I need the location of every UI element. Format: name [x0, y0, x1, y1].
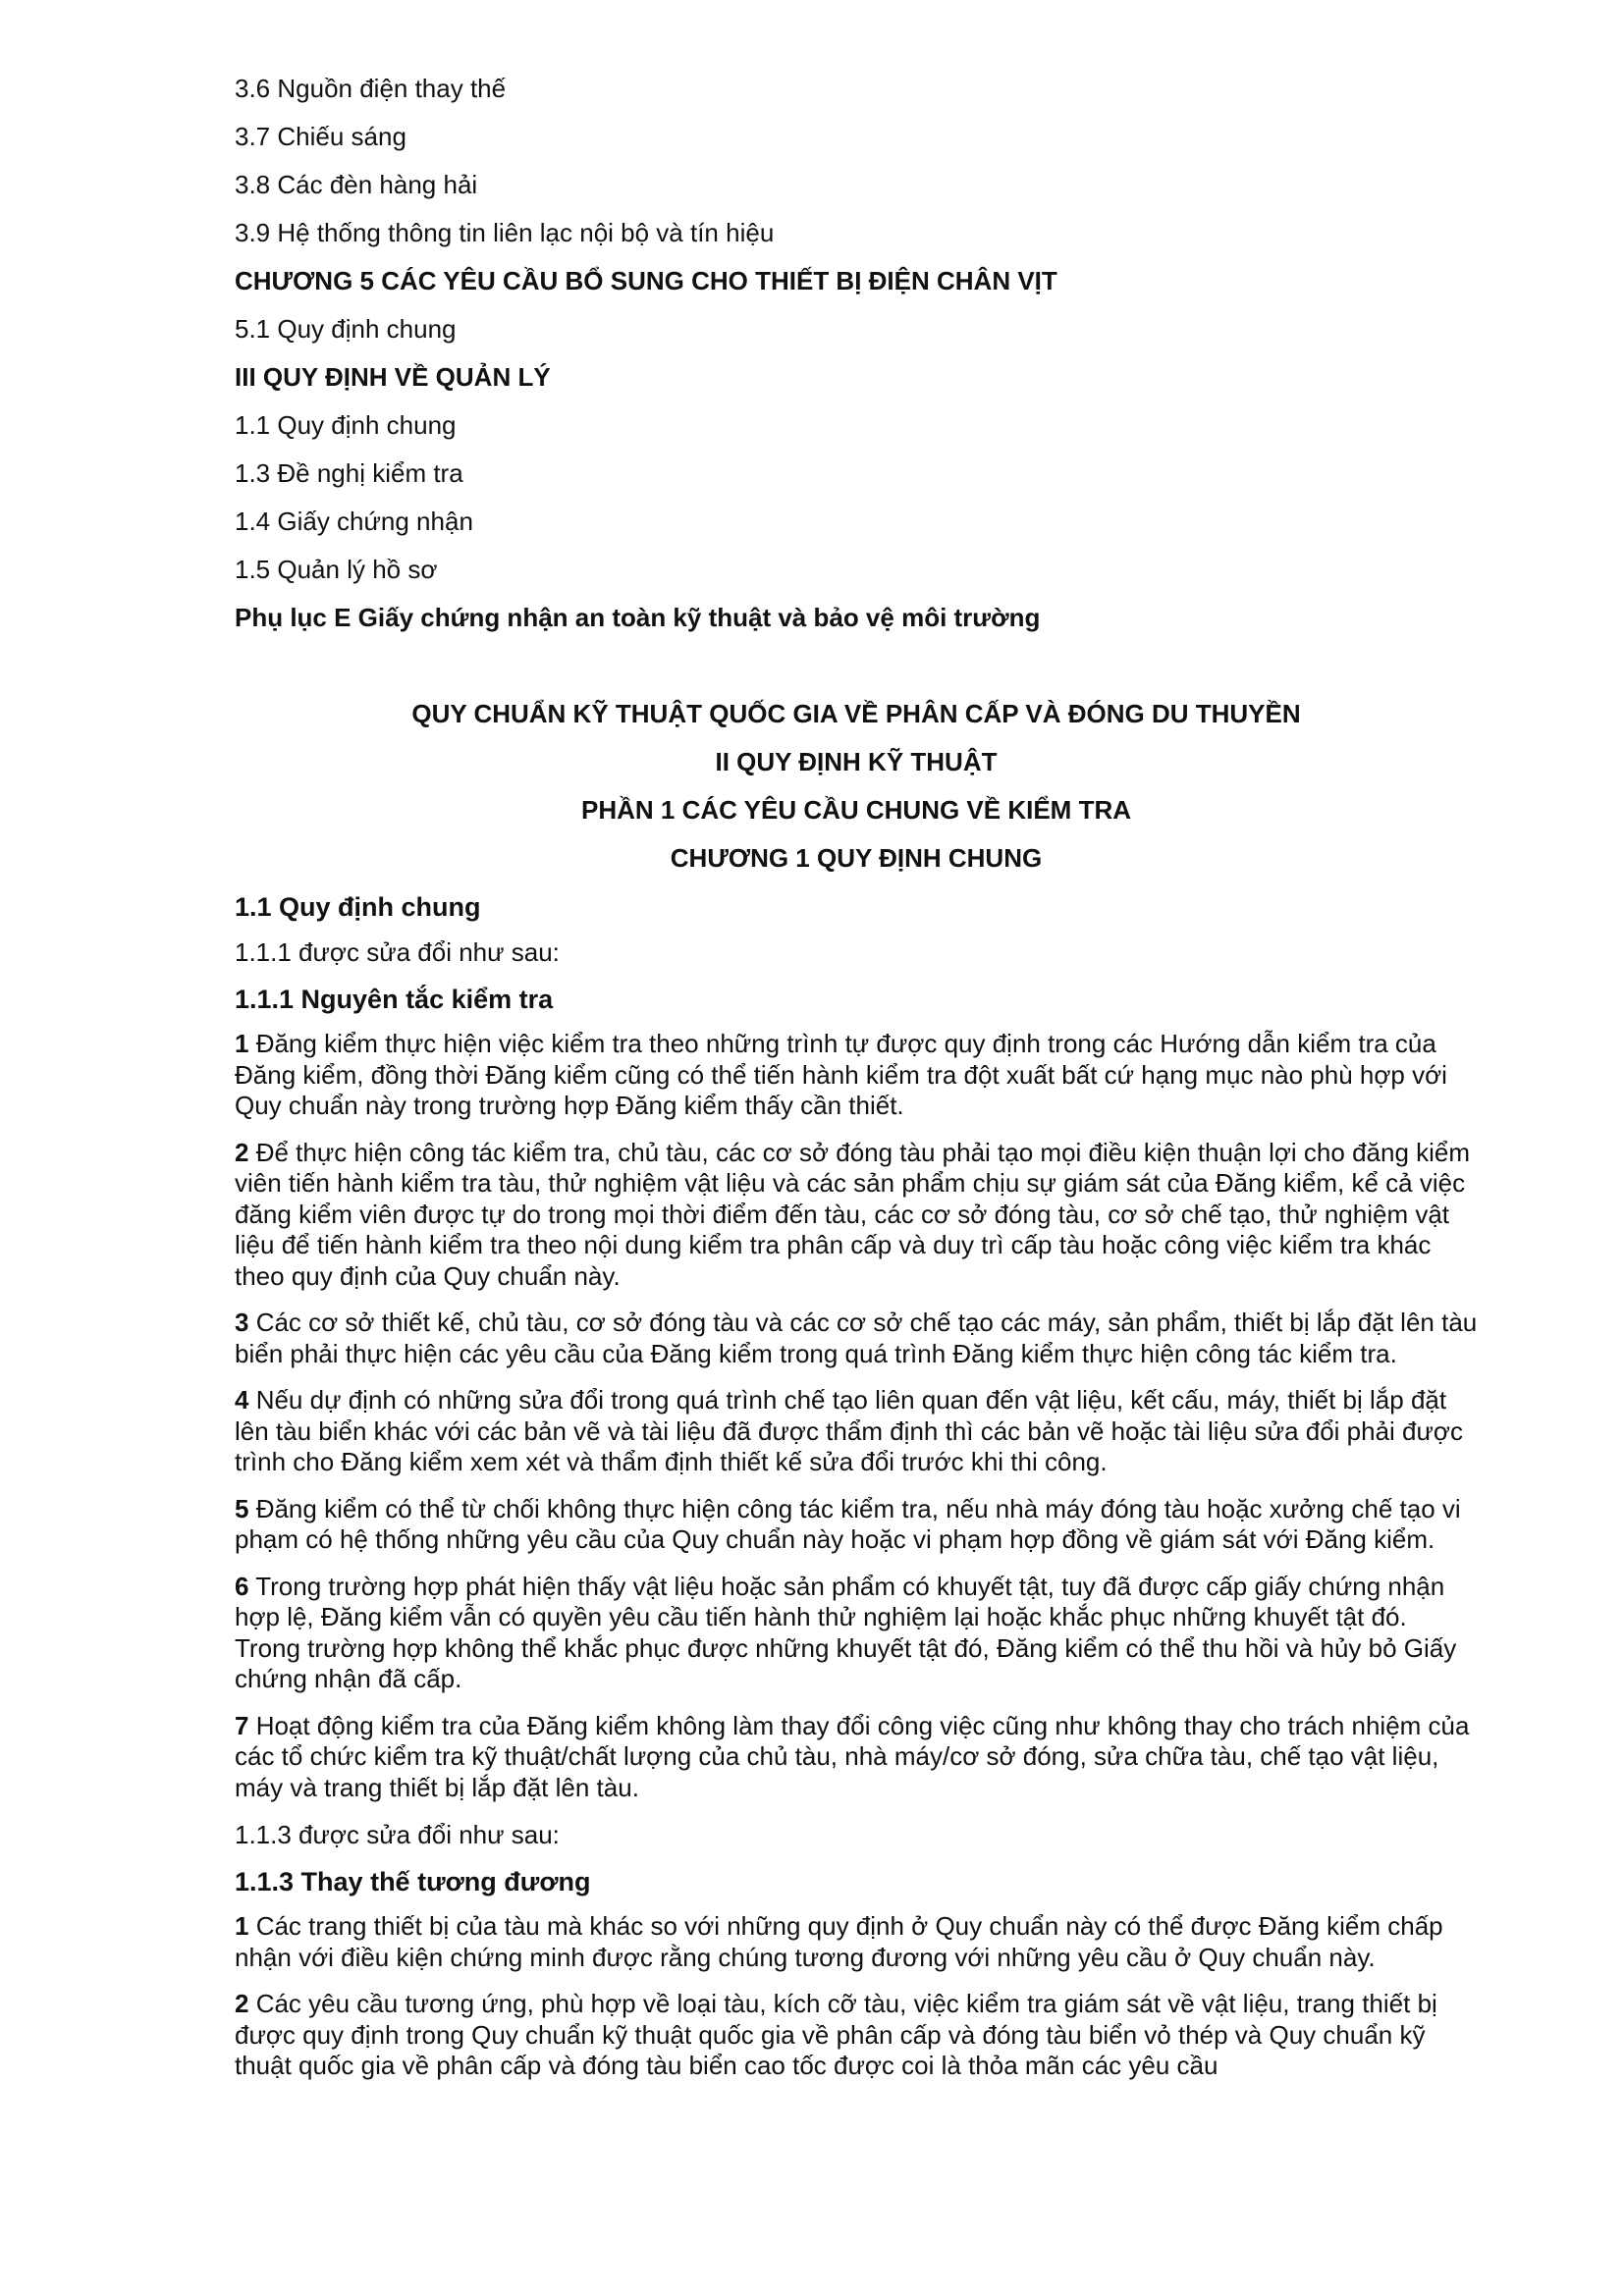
paragraph-text: Các cơ sở thiết kế, chủ tàu, cơ sở đóng tàu và các cơ sở chế tạo các máy, sản phẩm, thiết bị lắp đặt lên tàu biển phải thực hiện các yêu cầu của Đăng kiểm trong quá trình Đăng kiểm thực hiện công tác kiểm tra. — [235, 1308, 1478, 1368]
chapter-title: CHƯƠNG 1 QUY ĐỊNH CHUNG — [670, 843, 1043, 873]
toc-item: 3.6 Nguồn điện thay thế — [235, 74, 507, 103]
subsection-heading: 1.1.3 Thay thế tương đương — [235, 1867, 591, 1896]
toc-item: 5.1 Quy định chung — [235, 314, 457, 344]
paragraph-text: Các trang thiết bị của tàu mà khác so với những quy định ở Quy chuẩn này có thể được Đăng kiểm chấp nhận với điều kiện chứng minh được rằng chúng tương đương với những yêu cầu ở Quy chuẩn này. — [235, 1911, 1443, 1972]
toc-item: 1.3 Đề nghị kiểm tra — [235, 458, 463, 488]
toc-chapter-heading: CHƯƠNG 5 CÁC YÊU CẦU BỔ SUNG CHO THIẾT BỊ ĐIỆN CHÂN VỊT — [235, 266, 1057, 295]
paragraph-number: 4 — [235, 1385, 249, 1415]
amendment-note: 1.1.1 được sửa đổi như sau: — [235, 937, 560, 967]
document-title-block — [235, 698, 1478, 890]
paragraph — [235, 1138, 1478, 1293]
paragraph-text: Các yêu cầu tương ứng, phù hợp về loại tàu, kích cỡ tàu, việc kiểm tra giám sát về vật liệu, trang thiết bị được quy định trong Quy chuẩn kỹ thuật quốc gia về phân cấp và đóng tàu biển vỏ thép và Quy chuẩn kỹ thuật quốc gia về phân cấp và đóng tàu biển cao tốc được coi là thỏa mãn các yêu cầu — [235, 1989, 1437, 2080]
paragraph-text: Nếu dự định có những sửa đổi trong quá trình chế tạo liên quan đến vật liệu, kết cấu, máy, thiết bị lắp đặt lên tàu biển khác với các bản vẽ và tài liệu đã được thẩm định thì các bản vẽ hoặc tài liệu sửa đổi phải được trình cho Đăng kiểm xem xét và thẩm định thiết kế sửa đổi trước khi thi công. — [235, 1385, 1463, 1476]
regulation-title: QUY CHUẨN KỸ THUẬT QUỐC GIA VỀ PHÂN CẤP VÀ ĐÓNG DU THUYỀN — [411, 699, 1301, 728]
paragraph-number: 1 — [235, 1029, 249, 1058]
document-page — [235, 73, 1478, 2082]
paragraph-text: Để thực hiện công tác kiểm tra, chủ tàu, các cơ sở đóng tàu phải tạo mọi điều kiện thuận lợi cho đăng kiểm viên tiến hành kiểm tra tàu, thử nghiệm vật liệu và các sản phẩm chịu sự giám sát của Đăng kiểm, kể cả việc đăng kiểm viên được tự do trong mọi thời điểm đến tàu, các cơ sở đóng tàu, cơ sở chế tạo, thử nghiệm vật liệu để tiến hành kiểm tra theo nội dung kiểm tra phân cấp và duy trì cấp tàu hoặc công việc kiểm tra khác theo quy định của Quy chuẩn này. — [235, 1137, 1471, 1291]
paragraph — [235, 1385, 1478, 1478]
section-heading: 1.1 Quy định chung — [235, 892, 481, 922]
paragraph-text: Trong trường hợp phát hiện thấy vật liệu hoặc sản phẩm có khuyết tật, tuy đã được cấp giấy chứng nhận hợp lệ, Đăng kiểm vẫn có quyền yêu cầu tiến hành thử nghiệm lại hoặc khắc phục những khuyết tật đó. Trong trường hợp không thể khắc phục được những khuyết tật đó, Đăng kiểm có thể thu hồi và hủy bỏ Giấy chứng nhận đã cấp. — [235, 1571, 1457, 1693]
paragraph-number: 1 — [235, 1911, 249, 1941]
toc-appendix-heading: Phụ lục E Giấy chứng nhận an toàn kỹ thuật và bảo vệ môi trường — [235, 603, 1041, 632]
toc-item: 3.9 Hệ thống thông tin liên lạc nội bộ và tín hiệu — [235, 218, 775, 247]
paragraph — [235, 1572, 1478, 1695]
paragraph — [235, 1494, 1478, 1556]
paragraph-number: 2 — [235, 1989, 249, 2018]
toc-part-heading: III QUY ĐỊNH VỀ QUẢN LÝ — [235, 362, 551, 392]
paragraph-text: Đăng kiểm thực hiện việc kiểm tra theo những trình tự được quy định trong các Hướng dẫn kiểm tra của Đăng kiểm, đồng thời Đăng kiểm cũng có thể tiến hành kiểm tra đột xuất bất cứ hạng mục nào phù hợp với Quy chuẩn này trong trường hợp Đăng kiểm thấy cần thiết. — [235, 1029, 1447, 1120]
paragraph — [235, 1989, 1478, 2082]
toc-item: 3.8 Các đèn hàng hải — [235, 170, 478, 199]
subsection-heading: 1.1.1 Nguyên tắc kiểm tra — [235, 985, 554, 1014]
section-1-1 — [235, 890, 1478, 2082]
toc-item: 1.5 Quản lý hồ sơ — [235, 555, 438, 584]
toc-item: 1.1 Quy định chung — [235, 410, 457, 440]
amendment-note: 1.1.3 được sửa đổi như sau: — [235, 1820, 560, 1849]
paragraph-number: 3 — [235, 1308, 249, 1337]
part-title: II QUY ĐỊNH KỸ THUẬT — [715, 747, 998, 776]
toc-list — [235, 73, 1478, 650]
section-gap — [235, 650, 1478, 698]
paragraph-number: 2 — [235, 1137, 249, 1167]
toc-item: 1.4 Giấy chứng nhận — [235, 507, 473, 536]
paragraph — [235, 1711, 1478, 1804]
paragraph-number: 7 — [235, 1710, 249, 1740]
paragraph — [235, 1911, 1478, 1973]
paragraph — [235, 1308, 1478, 1369]
paragraph-text: Đăng kiểm có thể từ chối không thực hiện công tác kiểm tra, nếu nhà máy đóng tàu hoặc xưởng chế tạo vi phạm có hệ thống những yêu cầu của Quy chuẩn này hoặc vi phạm hợp đồng về giám sát với Đăng kiểm. — [235, 1493, 1461, 1554]
paragraph-number: 5 — [235, 1493, 249, 1523]
toc-item: 3.7 Chiếu sáng — [235, 122, 406, 151]
section-title: PHẦN 1 CÁC YÊU CẦU CHUNG VỀ KIỂM TRA — [580, 795, 1131, 825]
paragraph — [235, 1029, 1478, 1122]
paragraph-text: Hoạt động kiểm tra của Đăng kiểm không làm thay đổi công việc cũng như không thay cho trách nhiệm của các tổ chức kiểm tra kỹ thuật/chất lượng của chủ tàu, nhà máy/cơ sở đóng, sửa chữa tàu, chế tạo vật liệu, máy và trang thiết bị lắp đặt lên tàu. — [235, 1710, 1470, 1802]
paragraph-number: 6 — [235, 1571, 249, 1601]
